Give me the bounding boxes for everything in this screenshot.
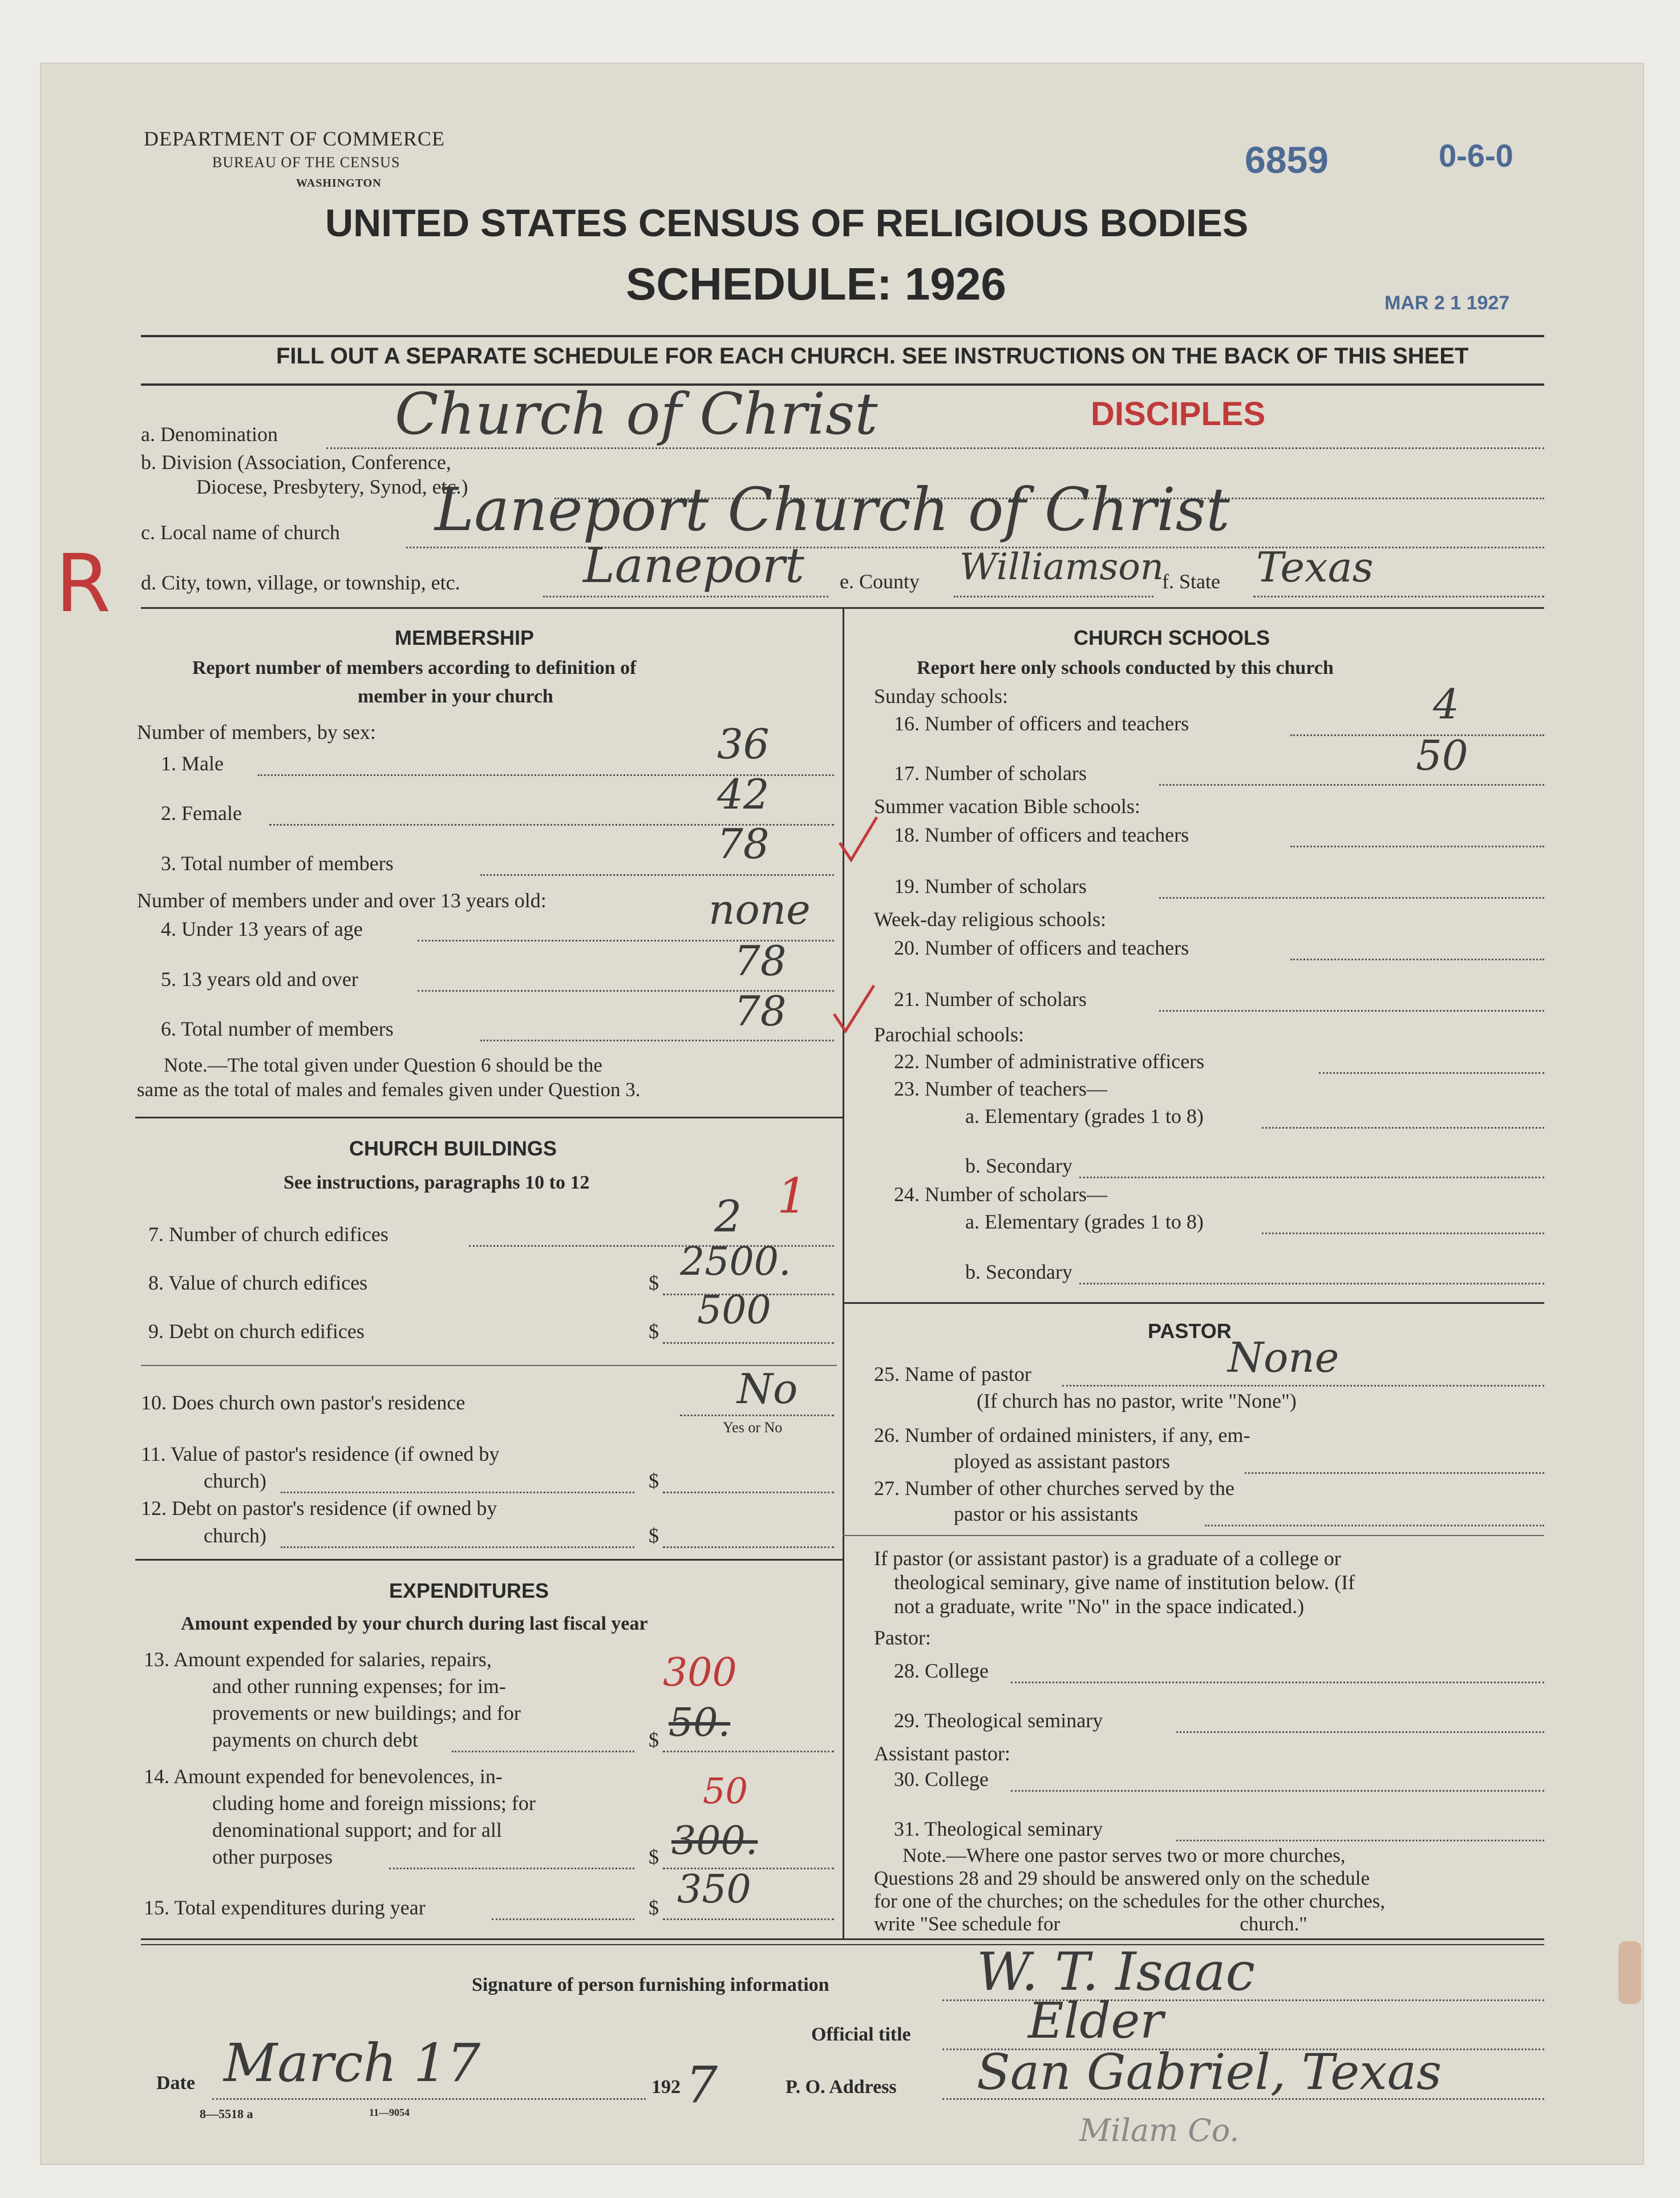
q14-value: 300. [671,1819,758,1864]
official-title-label: Official title [811,2024,911,2045]
schools-sub: Report here only schools conducted by this church [917,657,1334,678]
graduate-note-1: If pastor (or assistant pastor) is a graduate of a college or [874,1547,1341,1570]
disciples-stamp: DISCIPLES [1091,395,1266,433]
county-value: Williamson [960,546,1164,588]
q14-corrected-value: 50 [703,1770,748,1812]
q23-label: 23. Number of teachers— [894,1077,1107,1100]
q13-label-3: provements or new buildings; and for [212,1702,521,1724]
schools-heading: CHURCH SCHOOLS [1074,626,1270,649]
q14-dollar: $ [649,1845,659,1868]
assistant-pastor-sublabel: Assistant pastor: [874,1742,1010,1765]
pastor-note-3: for one of the churches; on the schedules for the other churches, [874,1890,1386,1912]
schedule-year: SCHEDULE: 1926 [626,258,1006,309]
q16-label: 16. Number of officers and teachers [894,712,1189,735]
q24-label: 24. Number of scholars— [894,1183,1107,1206]
q16-value: 4 [1433,680,1459,728]
q24b-label: b. Secondary [965,1260,1072,1283]
date-value: March 17 [224,2033,481,2094]
sunday-schools-label: Sunday schools: [874,685,1009,708]
denomination-value: Church of Christ [395,381,878,447]
q10-label: 10. Does church own pastor's residence [141,1391,465,1414]
q6-value: 78 [734,987,787,1035]
q5-label: 5. 13 years old and over [161,968,358,991]
date-label: Date [156,2072,195,2094]
parochial-schools-label: Parochial schools: [874,1023,1024,1046]
expenditures-sub: Amount expended by your church during last fiscal year [181,1613,648,1634]
pastor-sublabel: Pastor: [874,1626,932,1649]
q18-label: 18. Number of officers and teachers [894,823,1189,846]
buildings-heading: CHURCH BUILDINGS [349,1137,557,1160]
q27-label-2: pastor or his assistants [954,1502,1138,1525]
q2-label: 2. Female [161,802,242,825]
q14-label: 14. Amount expended for benevolences, in- [144,1765,503,1788]
q31-label: 31. Theological seminary [894,1817,1103,1840]
stamp-code: 0-6-0 [1439,138,1513,173]
q30-label: 30. College [894,1768,989,1791]
q14-label-4: other purposes [212,1845,333,1868]
graduate-note-2: theological seminary, give name of institution below. (If [894,1571,1355,1594]
q7-corrected-value: 1 [777,1168,808,1224]
county-pencil-note: Milam Co. [1079,2112,1240,2148]
q14-label-2: cluding home and foreign missions; for [212,1792,536,1815]
county-label: e. County [840,570,920,593]
q1-label: 1. Male [161,752,224,775]
q24a-label: a. Elementary (grades 1 to 8) [965,1210,1204,1233]
membership-note: Note.—The total given under Question 6 should be the [164,1054,602,1076]
bureau-line: BUREAU OF THE CENSUS [212,154,400,171]
q2-value: 42 [717,770,770,818]
pastor-note-4: write "See schedule for church." [874,1913,1307,1935]
city-label: d. City, town, village, or township, etc. [141,571,460,594]
q17-label: 17. Number of scholars [894,762,1087,785]
summer-schools-label: Summer vacation Bible schools: [874,795,1140,818]
received-date-stamp: MAR 2 1 1927 [1385,292,1510,314]
division-label-2: Diocese, Presbytery, Synod, etc.) [196,475,468,498]
q21-label: 21. Number of scholars [894,988,1087,1011]
q4-label: 4. Under 13 years of age [161,918,363,940]
q8-dollar: $ [649,1271,659,1294]
q13-dollar: $ [649,1728,659,1751]
pastor-note-1: Note.—Where one pastor serves two or more churches, [902,1844,1346,1866]
state-label: f. State [1162,570,1220,593]
denomination-label: a. Denomination [141,423,278,446]
q11-label: 11. Value of pastor's residence (if owned by [141,1443,500,1465]
q13-corrected-value: 300 [663,1650,737,1695]
q19-label: 19. Number of scholars [894,875,1087,898]
po-address-label: P. O. Address [786,2076,897,2098]
q8-label: 8. Value of church edifices [148,1271,368,1294]
q25-hint: (If church has no pastor, write "None") [977,1389,1297,1412]
pastor-note-2: Questions 28 and 29 should be answered only on the schedule [874,1867,1370,1889]
q9-value: 500 [697,1288,771,1333]
form-number: 8—5518 a [200,2107,253,2121]
q15-label: 15. Total expenditures during year [144,1896,426,1919]
q13-label-2: and other running expenses; for im- [212,1675,506,1698]
by-sex-label: Number of members, by sex: [137,721,376,744]
q20-label: 20. Number of officers and teachers [894,936,1189,959]
q15-dollar: $ [649,1896,659,1919]
q7-value: 2 [714,1191,742,1242]
census-form-sheet [41,64,1643,2164]
signature-label: Signature of person furnishing information [472,1974,829,1995]
membership-intro: Report number of members according to definition of [192,657,637,678]
q26-label-2: ployed as assistant pastors [954,1450,1170,1473]
q28-label: 28. College [894,1659,989,1682]
year-value: 7 [686,2055,718,2114]
form-title: UNITED STATES CENSUS OF RELIGIOUS BODIES [325,201,1249,245]
expenditures-heading: EXPENDITURES [389,1579,549,1602]
q10-hint: Yes or No [723,1419,783,1436]
q1-value: 36 [717,720,770,768]
q23a-label: a. Elementary (grades 1 to 8) [965,1105,1204,1128]
local-name-value: Laneport Church of Christ [435,475,1230,544]
q13-label-4: payments on church debt [212,1728,418,1751]
paper-stain [1618,1941,1641,2004]
q12-label-2: church) [204,1524,266,1547]
q13-value: 50. [669,1700,731,1746]
membership-intro-2: member in your church [358,686,553,707]
q17-value: 50 [1416,732,1468,779]
q25-value: None [1228,1334,1339,1381]
q9-label: 9. Debt on church edifices [148,1320,365,1343]
q7-label: 7. Number of church edifices [148,1223,388,1246]
q15-value: 350 [677,1867,751,1912]
signature-value: W. T. Isaac [977,1941,1256,2002]
city-line: WASHINGTON [296,177,382,189]
q29-label: 29. Theological seminary [894,1709,1103,1732]
department-line: DEPARTMENT OF COMMERCE [144,127,445,150]
q27-label: 27. Number of other churches served by the [874,1477,1234,1500]
po-address-value: San Gabriel, Texas [977,2044,1442,2101]
graduate-note-3: not a graduate, write "No" in the space indicated.) [894,1595,1305,1618]
q6-label: 6. Total number of members [161,1017,394,1040]
buildings-sub: See instructions, paragraphs 10 to 12 [284,1172,590,1193]
q9-dollar: $ [649,1320,659,1343]
q8-value: 2500. [680,1239,791,1284]
year-label: 192 [651,2076,681,2098]
city-value: Laneport [583,538,804,593]
print-number: 11—9054 [369,2107,410,2118]
fill-out-instructions: FILL OUT A SEPARATE SCHEDULE FOR EACH CHURCH. SEE INSTRUCTIONS ON THE BACK OF THIS SHEET [276,344,1469,369]
state-value: Texas [1256,543,1374,591]
weekday-schools-label: Week-day religious schools: [874,908,1107,931]
q13-label: 13. Amount expended for salaries, repairs, [144,1648,492,1671]
q22-label: 22. Number of administrative officers [894,1050,1205,1073]
q3-value: 78 [717,820,770,868]
q11-dollar: $ [649,1469,659,1492]
q14-label-3: denominational support; and for all [212,1819,502,1841]
q23b-label: b. Secondary [965,1154,1072,1177]
q25-label: 25. Name of pastor [874,1363,1031,1385]
stamp-number: 6859 [1245,139,1329,181]
q12-dollar: $ [649,1524,659,1547]
pastor-heading: PASTOR [1148,1319,1232,1343]
margin-r-mark: R [55,538,111,631]
local-name-label: c. Local name of church [141,521,340,544]
division-label: b. Division (Association, Conference, [141,451,451,474]
q10-value: No [737,1365,798,1413]
q5-value: 78 [734,937,787,985]
q11-label-2: church) [204,1469,266,1492]
q3-label: 3. Total number of members [161,852,394,875]
official-title-value: Elder [1028,1993,1164,2050]
membership-note-2: same as the total of males and females given under Question 3. [137,1078,641,1101]
age-header: Number of members under and over 13 years old: [137,889,546,912]
q12-label: 12. Debt on pastor's residence (if owned by [141,1497,497,1520]
q4-value: none [709,886,811,934]
membership-heading: MEMBERSHIP [395,626,535,649]
q26-label: 26. Number of ordained ministers, if any, em- [874,1424,1250,1447]
